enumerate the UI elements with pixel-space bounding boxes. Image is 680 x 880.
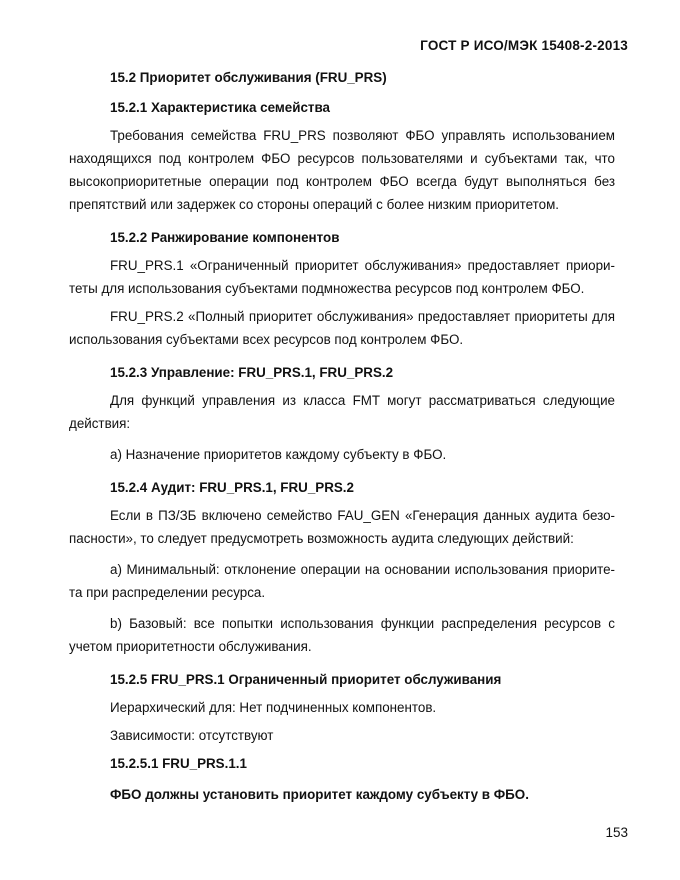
requirement-statement: ФБО должны установить приоритет каждому субъекту в ФБО. (110, 787, 529, 802)
paragraph-family-behaviour: Требования семейства FRU_PRS позволяют ФБО управлять использованием находящихся под контролем ФБО ресурсов пользователями и субъектами так, что высокоприоритетные операции под контролем ФБО всегда будут выполняться без препятствий или задержек со стороны операций с более низким приоритетом. (69, 128, 615, 212)
paragraph-hierarchical: Иерархический для: Нет подчиненных компонентов. (110, 700, 437, 715)
subsection-heading-15-2-4: 15.2.4 Аудит: FRU_PRS.1, FRU_PRS.2 (110, 480, 354, 495)
paragraph-prs1-levelling: FRU_PRS.1 «Ограниченный приоритет обслуживания» предоставляет приори-теты для использования субъектами подмножества ресурсов под контролем ФБО. (69, 258, 615, 296)
list-item-audit-a: а) Минимальный: отклонение операции на основании использования приорите-та при распределении ресурса. (69, 562, 615, 600)
subsection-heading-15-2-2: 15.2.2 Ранжирование компонентов (110, 230, 340, 245)
section-heading-15-2: 15.2 Приоритет обслуживания (FRU_PRS) (110, 70, 387, 85)
list-item-management-a: а) Назначение приоритетов каждому субъекту в ФБО. (110, 447, 447, 462)
paragraph-dependencies: Зависимости: отсутствуют (110, 728, 274, 743)
document-code-header: ГОСТ Р ИСО/МЭК 15408-2-2013 (420, 38, 628, 53)
paragraph-management-intro: Для функций управления из класса FMT могут рассматриваться следующие действия: (69, 393, 615, 431)
element-heading-15-2-5-1: 15.2.5.1 FRU_PRS.1.1 (110, 756, 247, 771)
subsection-heading-15-2-3: 15.2.3 Управление: FRU_PRS.1, FRU_PRS.2 (110, 365, 394, 380)
list-item-audit-b: b) Базовый: все попытки использования функции распределения ресурсов с учетом приоритетности обслуживания. (69, 616, 615, 654)
page-number: 153 (605, 825, 628, 840)
page-content (69, 66, 615, 806)
subsection-heading-15-2-5: 15.2.5 FRU_PRS.1 Ограниченный приоритет обслуживания (110, 672, 502, 687)
paragraph-audit-intro: Если в ПЗ/ЗБ включено семейство FAU_GEN «Генерация данных аудита безо-пасности», то следует предусмотреть возможность аудита следующих действий: (69, 508, 615, 546)
subsection-heading-15-2-1: 15.2.1 Характеристика семейства (110, 100, 330, 115)
paragraph-prs2-levelling: FRU_PRS.2 «Полный приоритет обслуживания» предоставляет приоритеты для использования субъектами всех ресурсов под контролем ФБО. (69, 309, 615, 347)
